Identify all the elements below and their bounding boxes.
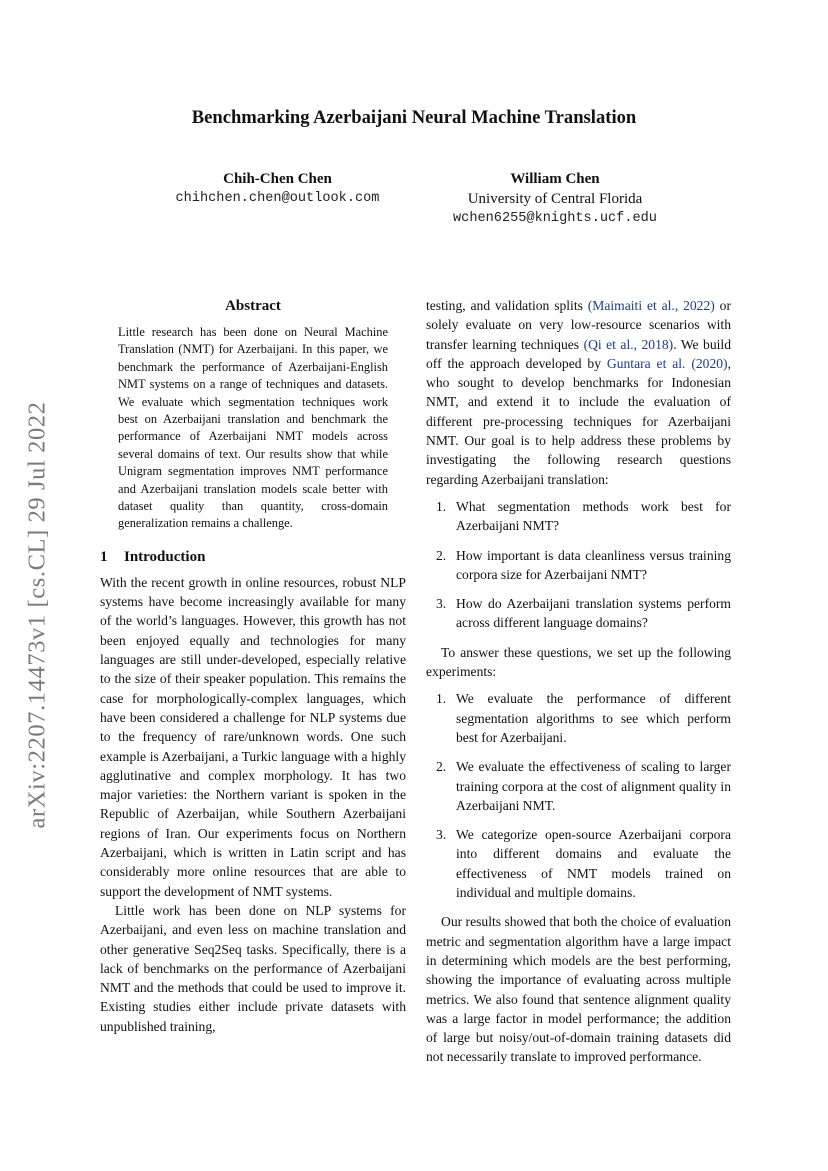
research-questions-list xyxy=(426,497,731,633)
citation-link[interactable]: Guntara et al. (2020) xyxy=(606,355,728,371)
list-marker: 1. xyxy=(436,498,447,514)
list-item xyxy=(426,757,731,815)
intro-paragraph-4: To answer these questions, we set up the following experiments: xyxy=(426,644,731,680)
experiments-list xyxy=(426,689,731,902)
author-name: William Chen xyxy=(510,171,600,187)
intro-paragraph-3 xyxy=(426,296,731,489)
arxiv-identifier-stamp xyxy=(22,380,52,850)
list-item-text: How important is data cleanliness versus training corpora size for Azerbaijani NMT? xyxy=(456,547,731,582)
arxiv-identifier-text: arXiv:2207.14473v1 [cs.CL] 29 Jul 2022 xyxy=(23,401,51,829)
section-title: Introduction xyxy=(124,548,206,565)
list-item xyxy=(426,689,731,747)
author-name: Chih-Chen Chen xyxy=(223,171,332,187)
citation-link[interactable]: (Maimaiti et al., 2022) xyxy=(587,298,715,313)
intro-paragraph-2: Little work has been done on NLP systems for Azerbaijani, and even less on machine translation and other generative Seq2Seq tasks. Specifically, there is a lack of benchmarks on the performance of Azerbaijani NMT and the methods that could be used to improve it. Existing studies either include private datasets with unpublished training, xyxy=(100,902,406,1034)
text-run: , who sought to develop benchmarks for Indonesian NMT, and extend it to include the evaluation of different pre-processing techniques for Azerbaijani NMT. Our goal is to help address these problems by investigating the following research questions regarding Azerbaijani translation: xyxy=(426,355,731,487)
paper-title: Benchmarking Azerbaijani Neural Machine Translation xyxy=(191,107,637,128)
left-column xyxy=(100,296,406,1036)
text-run: . We build off the approach developed by xyxy=(426,336,731,371)
author-email[interactable]: chihchen.chen@outlook.com xyxy=(175,191,380,206)
list-item xyxy=(426,497,731,536)
list-marker: 3. xyxy=(436,596,447,612)
section-heading-introduction xyxy=(100,547,406,567)
author-affiliation: University of Central Florida xyxy=(467,191,643,207)
list-item-text: How do Azerbaijani translation systems perform across different language domains? xyxy=(456,596,731,631)
text-run: testing, and validation splits xyxy=(426,298,588,313)
author-block-1 xyxy=(150,169,405,209)
list-marker: 1. xyxy=(436,691,447,707)
list-item-text: We evaluate the effectiveness of scaling to larger training corpora at the cost of alignment quality in Azerbaijani NMT. xyxy=(456,759,731,813)
abstract-heading: Abstract xyxy=(225,298,281,314)
list-marker: 2. xyxy=(436,547,447,563)
abstract-text: Little research has been done on Neural Machine Translation (NMT) for Azerbaijani. In this paper, we benchmark the performance of Azerbaijani-English NMT systems on a range of techniques and datasets. We evaluate which segmentation techniques work best on Azerbaijani translation and benchmark the performance of Azerbaijani NMT models across several domains of text. Our results show that while Unigram segmentation improves NMT performance and Azerbaijani translation models scale better with dataset quality than quantity, cross-domain generalization remains a challenge. xyxy=(118,325,388,531)
right-column xyxy=(426,296,731,1067)
section-number: 1 xyxy=(100,548,108,565)
list-marker: 3. xyxy=(436,827,447,843)
list-item-text: We evaluate the performance of different segmentation algorithms to see which perform best for Azerbaijani. xyxy=(456,691,731,745)
list-item xyxy=(426,594,731,633)
list-item-text: What segmentation methods work best for Azerbaijani NMT? xyxy=(456,498,731,534)
list-marker: 2. xyxy=(436,759,447,775)
text-run: or solely evaluate on very low-resource scenarios with transfer learning techniques xyxy=(426,298,731,352)
intro-paragraph-1: With the recent growth in online resources, robust NLP systems have become increasingly available for many of the world’s languages. However, this growth has not been enjoyed equally and technologies for many languages are still under-developed, especially relative to the size of their speaker population. This remains the case for morphologically-complex languages, which have been considered a challenge for NLP systems due to the frequency of rare/unknown words. One such example is Azerbaijani, a Turkic language with a highly agglutinative and complex morphology. It has two major varieties: the Northern variant is spoken in the Republic of Azerbaijan, while Southern Azerbaijani regions of Iran. Our experiments focus on Northern Azerbaijani, which is written in Latin script and has considerably more online resources that are able to support the development of NMT systems. xyxy=(100,574,406,899)
list-item xyxy=(426,546,731,585)
list-item-text: We categorize open-source Azerbaijani corpora into different domains and evaluate the effectiveness of NMT models trained on individual and multiple domains. xyxy=(456,827,731,901)
intro-paragraph-5: Our results showed that both the choice of evaluation metric and segmentation algorithm have a large impact in determining which models are the best performing, showing the importance of evaluating across multiple metrics. We also found that sentence alignment quality was a large factor in model performance; the addition of large but noisy/out-of-domain training datasets did not necessarily translate to improved performance. xyxy=(426,914,731,1065)
author-email[interactable]: wchen6255@knights.ucf.edu xyxy=(453,211,657,226)
author-block-2 xyxy=(420,169,690,229)
citation-link[interactable]: (Qi et al., 2018) xyxy=(583,336,674,352)
list-item xyxy=(426,825,731,902)
